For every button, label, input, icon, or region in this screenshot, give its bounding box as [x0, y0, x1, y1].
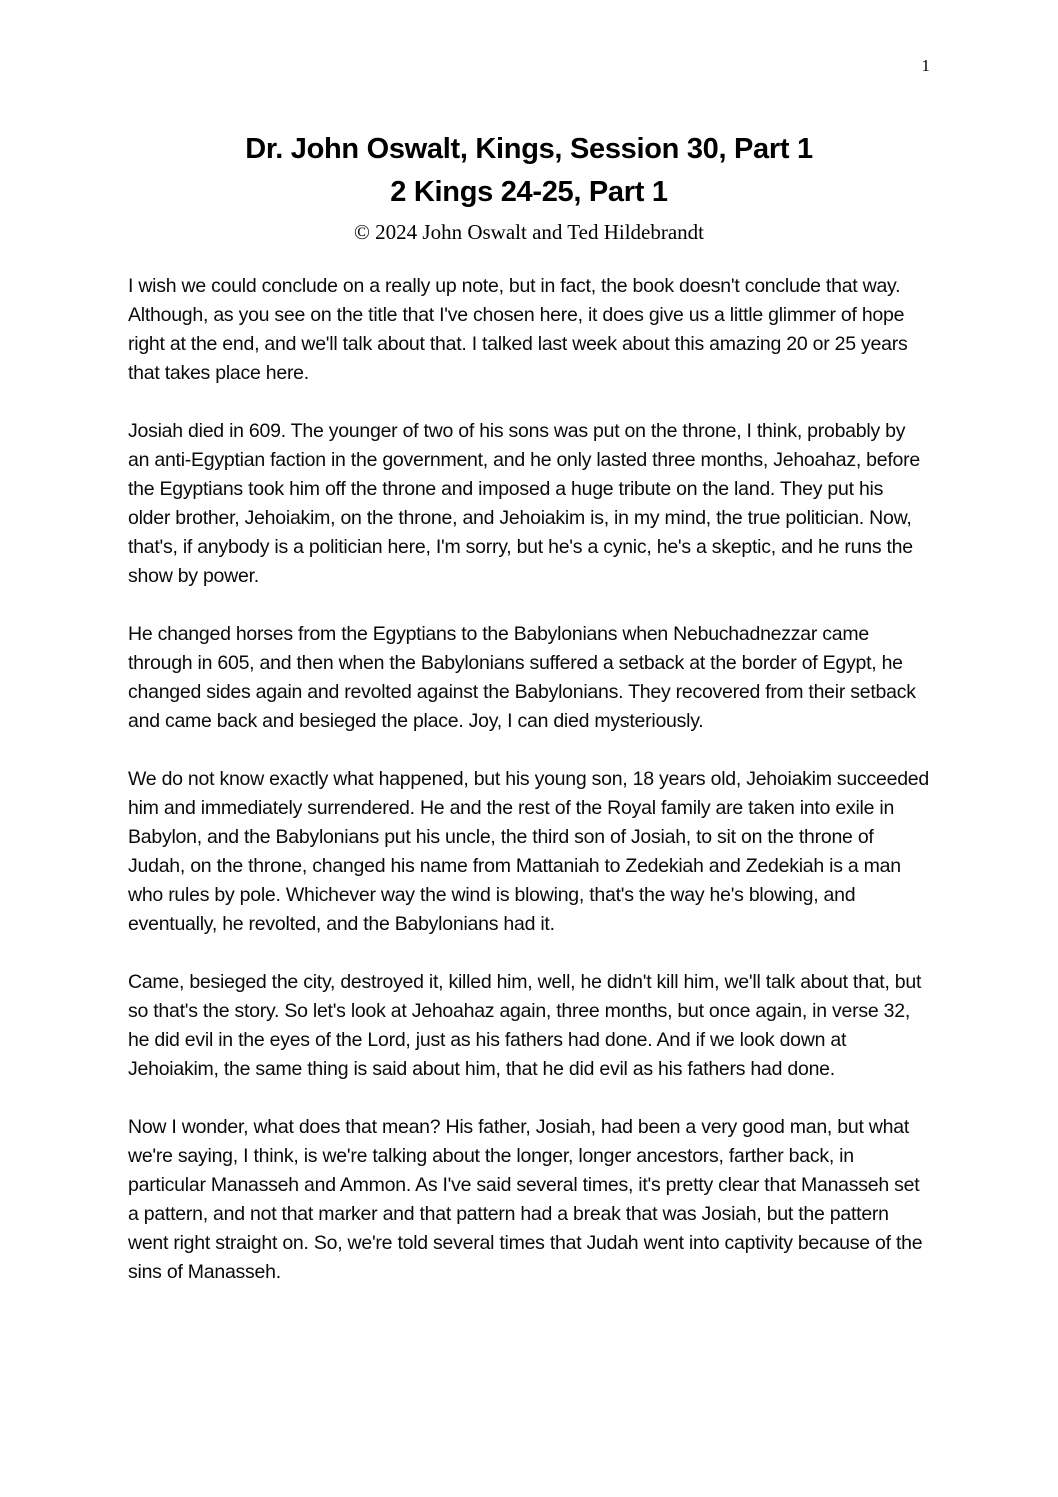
paragraph-6: Now I wonder, what does that mean? His father, Josiah, had been a very good man, but what we're saying, I think, is we're talking about the longer, longer ancestors, farther back, in particular Manasseh and Ammon. As I've said several times, it's pretty clear that Manasseh set a pattern, and not that marker and that pattern had a break that was Josiah, but the pattern went right straight on. So, we're told several times that Judah went into captivity because of the sins of Manasseh.: [128, 1116, 923, 1283]
document-body: [128, 272, 930, 1287]
paragraph-3: He changed horses from the Egyptians to the Babylonians when Nebuchadnezzar came through in 605, and then when the Babylonians suffered a setback at the border of Egypt, he changed sides again and revolted against the Babylonians. They recovered from their setback and came back and besieged the place. Joy, I can died mysteriously.: [128, 623, 916, 732]
page-number: 1: [921, 56, 930, 75]
paragraph-5: Came, besieged the city, destroyed it, killed him, well, he didn't kill him, we'll talk about that, but so that's the story. So let's look at Jehoahaz again, three months, but once again, in verse 32, he did evil in the eyes of the Lord, just as his fathers had done. And if we look down at Jehoiakim, the same thing is said about him, that he did evil as his fathers had done.: [128, 971, 922, 1080]
document-title: [128, 0, 930, 214]
title-line-2: 2 Kings 24-25, Part 1: [390, 176, 668, 208]
copyright-line: © 2024 John Oswalt and Ted Hildebrandt: [353, 220, 705, 244]
title-line-1: Dr. John Oswalt, Kings, Session 30, Part 1: [245, 133, 813, 165]
paragraph-1: I wish we could conclude on a really up note, but in fact, the book doesn't conclude that way. Although, as you see on the title that I've chosen here, it does give us a little glimmer of hope right at the end, and we'll talk about that. I talked last week about this amazing 20 or 25 years that takes place here.: [128, 275, 908, 384]
paragraph-4: We do not know exactly what happened, but his young son, 18 years old, Jehoiakim succeeded him and immediately surrendered. He and the rest of the Royal family are taken into exile in Babylon, and the Babylonians put his uncle, the third son of Josiah, to sit on the throne of Judah, on the throne, changed his name from Mattaniah to Zedekiah and Zedekiah is a man who rules by pole. Whichever way the wind is blowing, that's the way he's blowing, and eventually, he revolted, and the Babylonians had it.: [128, 768, 929, 935]
paragraph-2: Josiah died in 609. The younger of two of his sons was put on the throne, I think, probably by an anti-Egyptian faction in the government, and he only lasted three months, Jehoahaz, before the Egyptians took him off the throne and imposed a huge tribute on the land. They put his older brother, Jehoiakim, on the throne, and Jehoiakim is, in my mind, the true politician. Now, that's, if anybody is a politician here, I'm sorry, but he's a cynic, he's a skeptic, and he runs the show by power.: [128, 420, 920, 587]
